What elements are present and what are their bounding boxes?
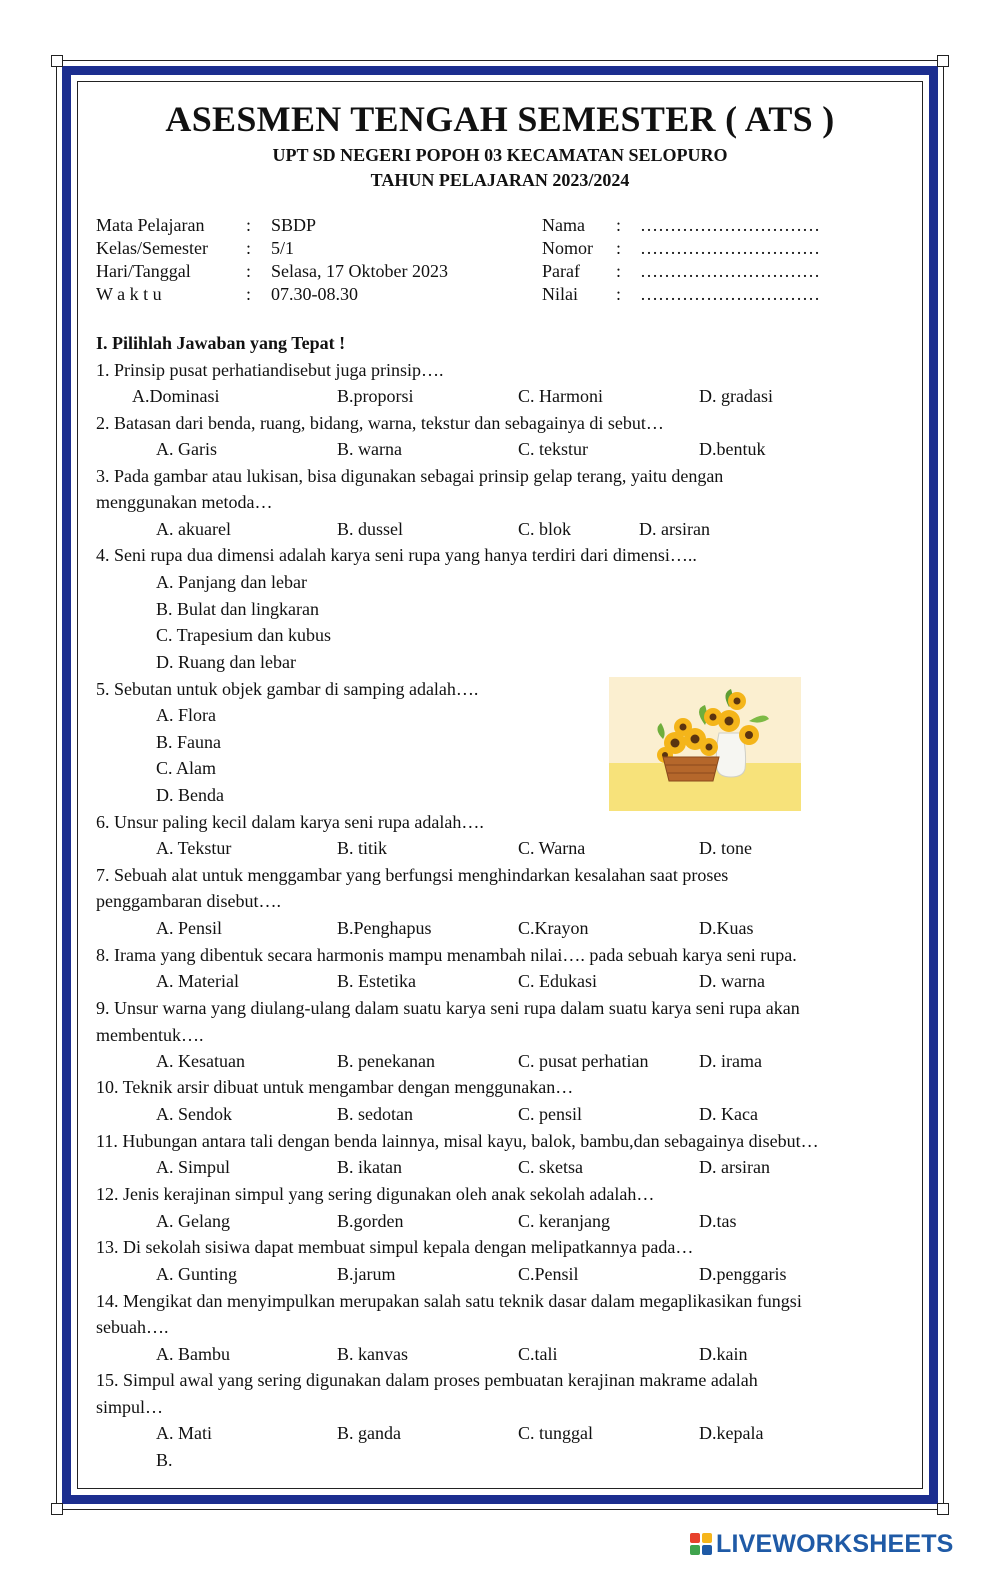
info-label: Hari/Tanggal (96, 261, 191, 281)
answer-option[interactable]: B. Estetika (337, 971, 416, 991)
info-colon: : (616, 261, 622, 281)
answer-option[interactable]: B. kanvas (337, 1344, 408, 1364)
answer-option[interactable]: A. Garis (156, 439, 217, 459)
question-text: 2. Batasan dari benda, ruang, bidang, warna, tekstur dan sebagainya di sebut… (96, 413, 664, 433)
answer-option[interactable]: C. Trapesium dan kubus (156, 625, 332, 645)
question-text: 6. Unsur paling kecil dalam karya seni rupa adalah…. (96, 812, 484, 832)
answer-option[interactable]: A. Gunting (156, 1264, 237, 1284)
answer-option[interactable]: B. (156, 1450, 173, 1470)
answer-option[interactable]: B. penekanan (337, 1051, 435, 1071)
info-label: Paraf (542, 261, 580, 281)
answer-option[interactable]: D.bentuk (699, 439, 766, 459)
question-text: 8. Irama yang dibentuk secara harmonis mampu menambah nilai…. pada sebuah karya seni rupa. (96, 945, 797, 965)
answer-option[interactable]: C. Harmoni (518, 386, 603, 406)
answer-option[interactable]: C.Krayon (518, 918, 589, 938)
answer-option[interactable]: C. Warna (518, 838, 586, 858)
answer-option[interactable]: D. Benda (156, 785, 224, 805)
border-corner (51, 1503, 63, 1515)
answer-option[interactable]: B. dussel (337, 519, 404, 539)
answer-option[interactable]: C. tekstur (518, 439, 588, 459)
answer-option[interactable]: D. irama (699, 1051, 762, 1071)
name-field[interactable]: ………………………… (640, 215, 820, 235)
school-name: UPT SD NEGERI POPOH 03 KECAMATAN SELOPURO (272, 145, 728, 165)
answer-option[interactable]: D. tone (699, 838, 752, 858)
answer-option[interactable]: B.jarum (337, 1264, 396, 1284)
answer-option[interactable]: D. Ruang dan lebar (156, 652, 296, 672)
liveworksheets-icon (690, 1533, 712, 1555)
info-colon: : (616, 215, 622, 235)
question-text: 1. Prinsip pusat perhatiandisebut juga prinsip…. (96, 360, 444, 380)
answer-option[interactable]: D. arsiran (699, 1157, 770, 1177)
info-label: W a k t u (96, 284, 162, 304)
answer-option[interactable]: B. warna (337, 439, 402, 459)
answer-option[interactable]: A. Flora (156, 705, 216, 725)
question-text-cont: menggunakan metoda… (96, 492, 273, 512)
answer-option[interactable]: D.tas (699, 1211, 737, 1231)
info-colon: : (246, 238, 252, 258)
liveworksheets-logo[interactable] (690, 1528, 954, 1560)
time-value: 07.30-08.30 (271, 284, 358, 304)
answer-option[interactable]: C. pensil (518, 1104, 583, 1124)
border-corner (51, 55, 63, 67)
answer-option[interactable]: C. blok (518, 519, 572, 539)
answer-option[interactable]: B. titik (337, 838, 388, 858)
answer-option[interactable]: B.Penghapus (337, 918, 432, 938)
answer-option[interactable]: A. Gelang (156, 1211, 230, 1231)
answer-option[interactable]: C.tali (518, 1344, 558, 1364)
answer-option[interactable]: B.gorden (337, 1211, 404, 1231)
answer-option[interactable]: A. Panjang dan lebar (156, 572, 307, 592)
answer-option[interactable]: A. Sendok (156, 1104, 232, 1124)
answer-option[interactable]: C.Pensil (518, 1264, 579, 1284)
answer-option[interactable]: B. sedotan (337, 1104, 413, 1124)
number-field[interactable]: ………………………… (640, 238, 820, 258)
answer-option[interactable]: B. ganda (337, 1423, 401, 1443)
answer-option[interactable]: A.Dominasi (132, 386, 220, 406)
question-text: 9. Unsur warna yang diulang-ulang dalam suatu karya seni rupa dalam suatu karya seni rupa akan (96, 998, 800, 1018)
answer-option[interactable]: D.Kuas (699, 918, 754, 938)
question-text: 5. Sebutan untuk objek gambar di samping adalah…. (96, 679, 479, 699)
answer-option[interactable]: A. Bambu (156, 1344, 230, 1364)
answer-option[interactable]: C. pusat perhatian (518, 1051, 649, 1071)
answer-option[interactable]: D.penggaris (699, 1264, 787, 1284)
answer-option[interactable]: D. warna (699, 971, 765, 991)
answer-option[interactable]: D. arsiran (639, 519, 710, 539)
answer-option[interactable]: C. tunggal (518, 1423, 593, 1443)
signature-field[interactable]: ………………………… (640, 261, 820, 281)
info-label: Nama (542, 215, 585, 235)
info-colon: : (246, 284, 252, 304)
info-colon: : (616, 238, 622, 258)
answer-option[interactable]: C. Alam (156, 758, 217, 778)
answer-option[interactable]: A. Mati (156, 1423, 212, 1443)
answer-option[interactable]: A. Kesatuan (156, 1051, 245, 1071)
question-text: 13. Di sekolah sisiwa dapat membuat simpul kepala dengan melipatkannya pada… (96, 1237, 694, 1257)
score-field[interactable]: ………………………… (640, 284, 820, 304)
answer-option[interactable]: D.kepala (699, 1423, 764, 1443)
answer-option[interactable]: A. Tekstur (156, 838, 232, 858)
border-corner (937, 55, 949, 67)
answer-option[interactable]: C. keranjang (518, 1211, 610, 1231)
info-colon: : (616, 284, 622, 304)
info-colon: : (246, 215, 252, 235)
question-text: 3. Pada gambar atau lukisan, bisa digunakan sebagai prinsip gelap terang, yaitu dengan (96, 466, 724, 486)
question-text-cont: simpul… (96, 1397, 164, 1417)
answer-option[interactable]: A. Pensil (156, 918, 223, 938)
answer-option[interactable]: C. sketsa (518, 1157, 583, 1177)
question-text: 11. Hubungan antara tali dengan benda lainnya, misal kayu, balok, bambu,dan sebagainya disebut… (96, 1131, 819, 1151)
answer-option[interactable]: A. akuarel (156, 519, 231, 539)
question-text: 14. Mengikat dan menyimpulkan merupakan salah satu teknik dasar dalam megaplikasikan fungsi (96, 1291, 802, 1311)
answer-option[interactable]: D. gradasi (699, 386, 773, 406)
question-text: 15. Simpul awal yang sering digunakan dalam proses pembuatan kerajinan makrame adalah (96, 1370, 758, 1390)
date-value: Selasa, 17 Oktober 2023 (271, 261, 448, 281)
question-text: 12. Jenis kerajinan simpul yang sering digunakan oleh anak sekolah adalah… (96, 1184, 655, 1204)
border-corner (937, 1503, 949, 1515)
info-label: Nomor (542, 238, 593, 258)
info-label: Kelas/Semester (96, 238, 208, 258)
answer-option[interactable]: B.proporsi (337, 386, 414, 406)
info-label: Nilai (542, 284, 578, 304)
question-text-cont: penggambaran disebut…. (96, 891, 281, 911)
question-text-cont: membentuk…. (96, 1025, 204, 1045)
page-title: ASESMEN TENGAH SEMESTER ( ATS ) (165, 99, 835, 139)
question-text: 4. Seni rupa dua dimensi adalah karya seni rupa yang hanya terdiri dari dimensi….. (96, 545, 697, 565)
answer-option[interactable]: B. ikatan (337, 1157, 402, 1177)
section-title: I. Pilihlah Jawaban yang Tepat ! (96, 333, 346, 353)
answer-option[interactable]: A. Material (156, 971, 239, 991)
question-text: 10. Teknik arsir dibuat untuk mengambar dengan menggunakan… (96, 1077, 574, 1097)
question-text: 7. Sebuah alat untuk menggambar yang berfungsi menghindarkan kesalahan saat proses (96, 865, 729, 885)
sunflower-basket-image (609, 677, 801, 811)
question-text-cont: sebuah…. (96, 1317, 169, 1337)
liveworksheets-brand: LIVEWORKSHEETS (716, 1529, 954, 1558)
answer-option[interactable]: D.kain (699, 1344, 748, 1364)
subject-value: SBDP (271, 215, 317, 235)
info-colon: : (246, 261, 252, 281)
answer-option[interactable]: A. Simpul (156, 1157, 231, 1177)
answer-option[interactable]: C. Edukasi (518, 971, 597, 991)
answer-option[interactable]: B. Fauna (156, 732, 221, 752)
answer-option[interactable]: D. Kaca (699, 1104, 758, 1124)
class-value: 5/1 (271, 238, 295, 258)
answer-option[interactable]: B. Bulat dan lingkaran (156, 599, 319, 619)
school-year: TAHUN PELAJARAN 2023/2024 (370, 170, 630, 190)
info-label: Mata Pelajaran (96, 215, 205, 235)
